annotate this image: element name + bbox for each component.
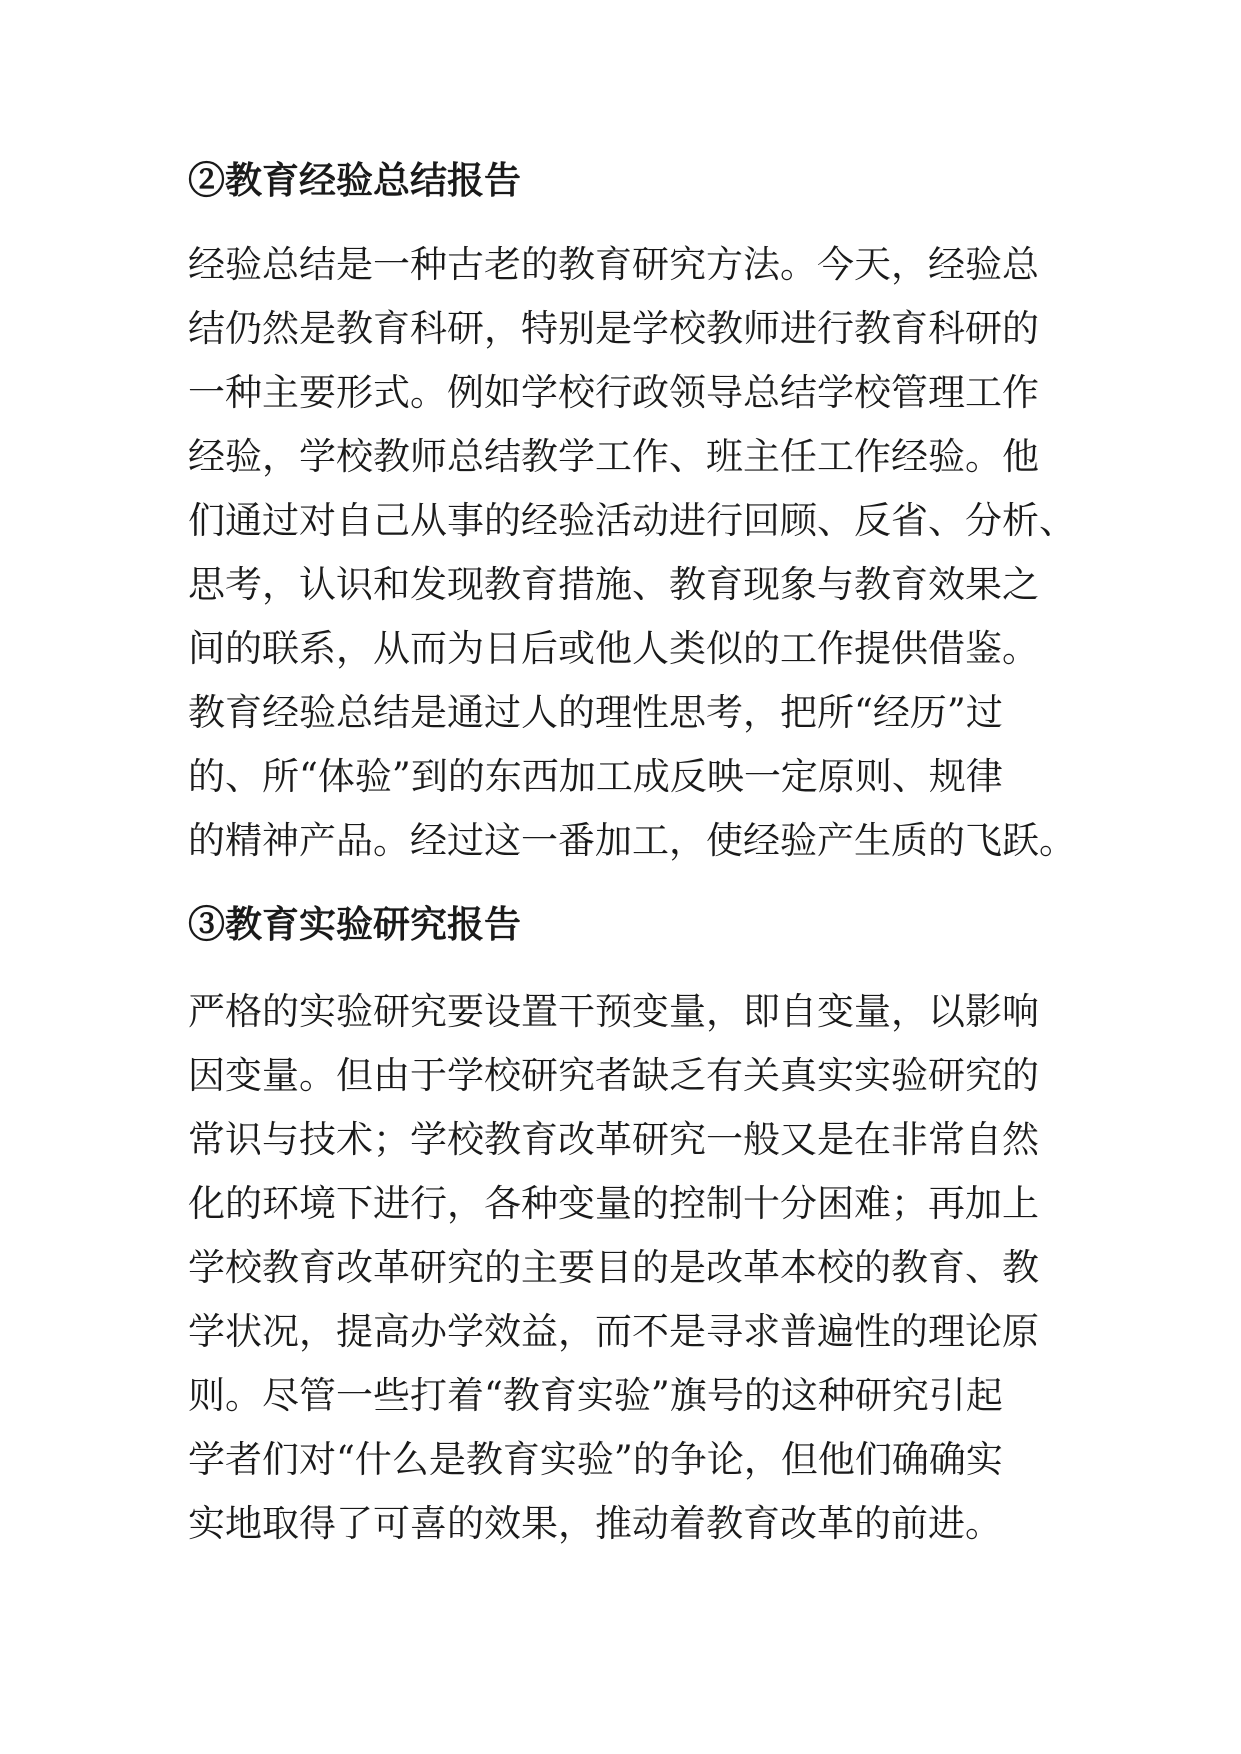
text-line: 实地取得了可喜的效果，推动着教育改革的前进。 (188, 1502, 1002, 1545)
text-line: 化的环境下进行，各种变量的控制十分困难；再加上 (188, 1182, 1039, 1225)
text-line: 则。尽管一些打着“教育实验”旗号的这种研究引起 (188, 1374, 1003, 1417)
text-line: 常识与技术；学校教育改革研究一般又是在非常自然 (188, 1118, 1039, 1161)
document-page (188, 150, 1076, 1556)
text-line: 思考，认识和发现教育措施、教育现象与教育效果之 (188, 563, 1039, 606)
text-line: 间的联系，从而为日后或他人类似的工作提供借鉴。 (188, 627, 1039, 670)
text-line: 结仍然是教育科研，特别是学校教师进行教育科研的 (188, 307, 1039, 350)
text-line: 的精神产品。经过这一番加工，使经验产生质的飞跃。 (188, 819, 1076, 862)
section-heading-experience-summary: ②教育经验总结报告 (188, 158, 521, 202)
section-body-experience-summary (188, 233, 1076, 873)
text-line: 们通过对自己从事的经验活动进行回顾、反省、分析、 (188, 499, 1076, 542)
text-line: 经验，学校教师总结教学工作、班主任工作经验。他 (188, 435, 1039, 478)
text-line: 学校教育改革研究的主要目的是改革本校的教育、教 (188, 1246, 1039, 1289)
text-line: 经验总结是一种古老的教育研究方法。今天，经验总 (188, 243, 1039, 286)
text-line: 的、所“体验”到的东西加工成反映一定原则、规律 (188, 755, 1003, 798)
text-line: 因变量。但由于学校研究者缺乏有关真实实验研究的 (188, 1054, 1039, 1097)
section-body-experiment-research (188, 980, 1056, 1556)
text-line: 教育经验总结是通过人的理性思考，把所“经历”过 (188, 691, 1003, 734)
text-line: 学状况，提高办学效益，而不是寻求普遍性的理论原 (188, 1310, 1039, 1353)
section-heading-experiment-research: ③教育实验研究报告 (188, 902, 521, 946)
text-line: 学者们对“什么是教育实验”的争论，但他们确确实 (188, 1438, 1003, 1481)
text-line: 严格的实验研究要设置干预变量，即自变量，以影响 (188, 990, 1039, 1033)
text-line: 一种主要形式。例如学校行政领导总结学校管理工作 (188, 371, 1039, 414)
